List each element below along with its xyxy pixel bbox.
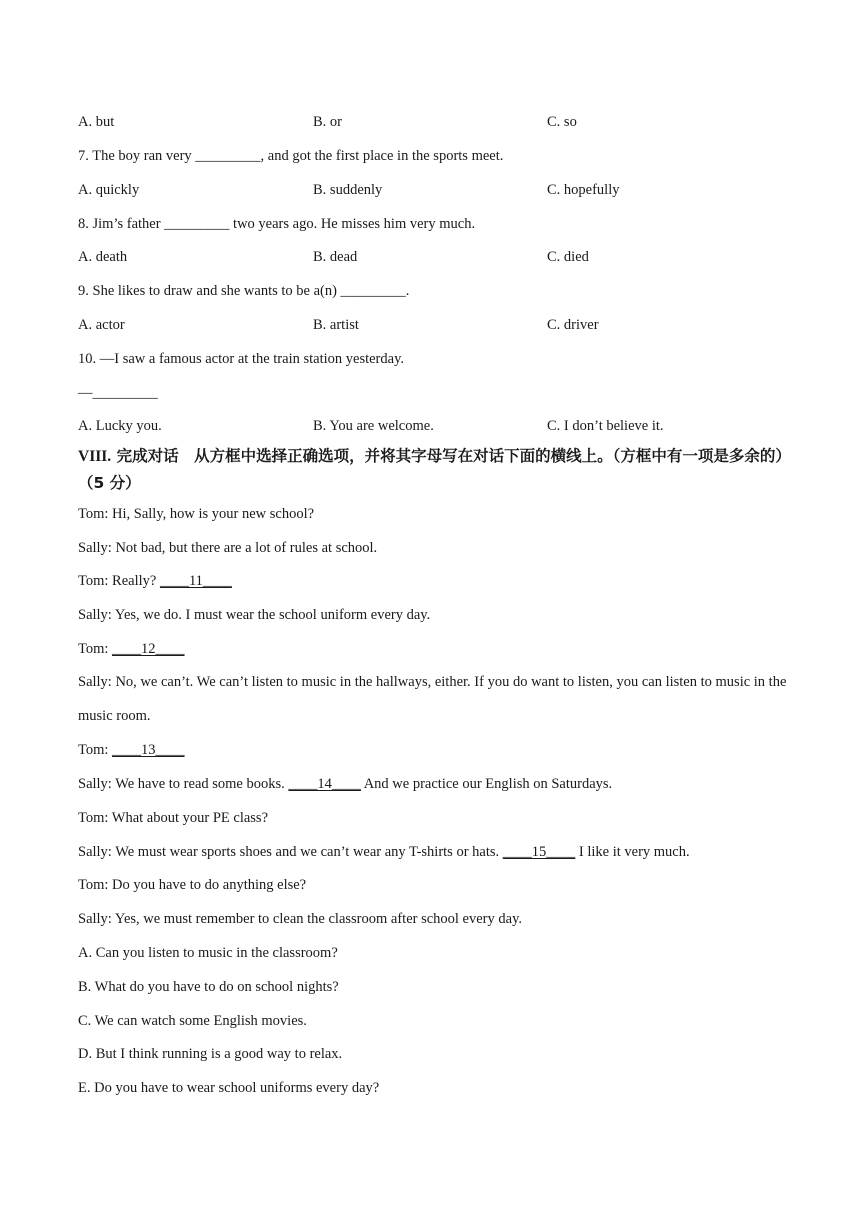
dialogue-line-4: Sally: Yes, we do. I must wear the school uniform every day.: [78, 607, 431, 623]
dialogue-line-5-text: Tom:: [78, 641, 113, 657]
dialogue-line-1: Tom: Hi, Sally, how is your new school?: [78, 506, 315, 522]
dialogue-line-5: [78, 640, 185, 658]
blank-12: ____12____: [112, 641, 185, 657]
q9-option-a: A. actor: [78, 317, 125, 333]
q7-text: 7. The boy ran very _________, and got the first place in the sports meet.: [78, 148, 504, 164]
q8-option-c: C. died: [547, 249, 589, 265]
q6-option-b: B. or: [313, 114, 342, 130]
dialogue-line-10-text: Sally: We must wear sports shoes and we can’t wear any T-shirts or hats.: [78, 844, 503, 860]
q9-text: 9. She likes to draw and she wants to be a(n) _________.: [78, 283, 410, 299]
dialogue-line-12: Sally: Yes, we must remember to clean the classroom after school every day.: [78, 911, 523, 927]
q9-option-b: B. artist: [313, 317, 359, 333]
section-8-numeral: VIII.: [78, 448, 112, 465]
q7-option-a: A. quickly: [78, 182, 140, 198]
q10-option-a: A. Lucky you.: [78, 418, 162, 434]
section-8-heading: [78, 443, 788, 496]
blank-11: ____11____: [159, 573, 232, 589]
choice-c: C. We can watch some English movies.: [78, 1013, 307, 1029]
q9-option-c: C. driver: [547, 317, 599, 333]
choice-a: A. Can you listen to music in the classroom?: [78, 945, 338, 961]
blank-15: ____15____: [502, 844, 576, 860]
dialogue-line-2: Sally: Not bad, but there are a lot of rules at school.: [78, 540, 378, 556]
q10-reply-blank: —_________: [78, 385, 158, 401]
dialogue-line-8-text: Sally: We have to read some books.: [78, 776, 289, 792]
section-8-title: 完成对话 从方框中选择正确选项，并将其字母写在对话下面的横线上。（方框中有一项是多余的）（5 分）: [78, 447, 784, 492]
blank-13: ____13____: [112, 742, 185, 758]
q8-text: 8. Jim’s father _________ two years ago. He misses him very much.: [78, 216, 476, 232]
dialogue-line-7: [78, 741, 185, 759]
q8-option-a: A. death: [78, 249, 128, 265]
q6-option-a: A. but: [78, 114, 115, 130]
q10-option-c: C. I don’t believe it.: [547, 418, 664, 434]
q10-text: 10. —I saw a famous actor at the train station yesterday.: [78, 351, 405, 367]
dialogue-line-8-tail: And we practice our English on Saturdays.: [360, 776, 613, 792]
dialogue-line-6: Sally: No, we can’t. We can’t listen to music in the hallways, either. If you do want to listen, you can listen to music in the music room.: [78, 674, 787, 724]
dialogue-line-10: [78, 843, 690, 861]
choice-d: D. But I think running is a good way to relax.: [78, 1046, 343, 1062]
q7-option-b: B. suddenly: [313, 182, 383, 198]
q8-option-b: B. dead: [313, 249, 358, 265]
choice-e: E. Do you have to wear school uniforms every day?: [78, 1080, 380, 1096]
dialogue-line-3-text: Tom: Really?: [78, 573, 160, 589]
dialogue-line-3: [78, 572, 232, 590]
dialogue-line-8: [78, 775, 612, 793]
choice-b: B. What do you have to do on school nights?: [78, 979, 339, 995]
q6-option-c: C. so: [547, 114, 577, 130]
blank-14: ____14____: [288, 776, 361, 792]
dialogue-line-11: Tom: Do you have to do anything else?: [78, 877, 307, 893]
dialogue-line-7-text: Tom:: [78, 742, 113, 758]
q7-option-c: C. hopefully: [547, 182, 620, 198]
dialogue-line-10-tail: I like it very much.: [575, 844, 690, 860]
dialogue-line-9: Tom: What about your PE class?: [78, 810, 269, 826]
q10-option-b: B. You are welcome.: [313, 418, 434, 434]
